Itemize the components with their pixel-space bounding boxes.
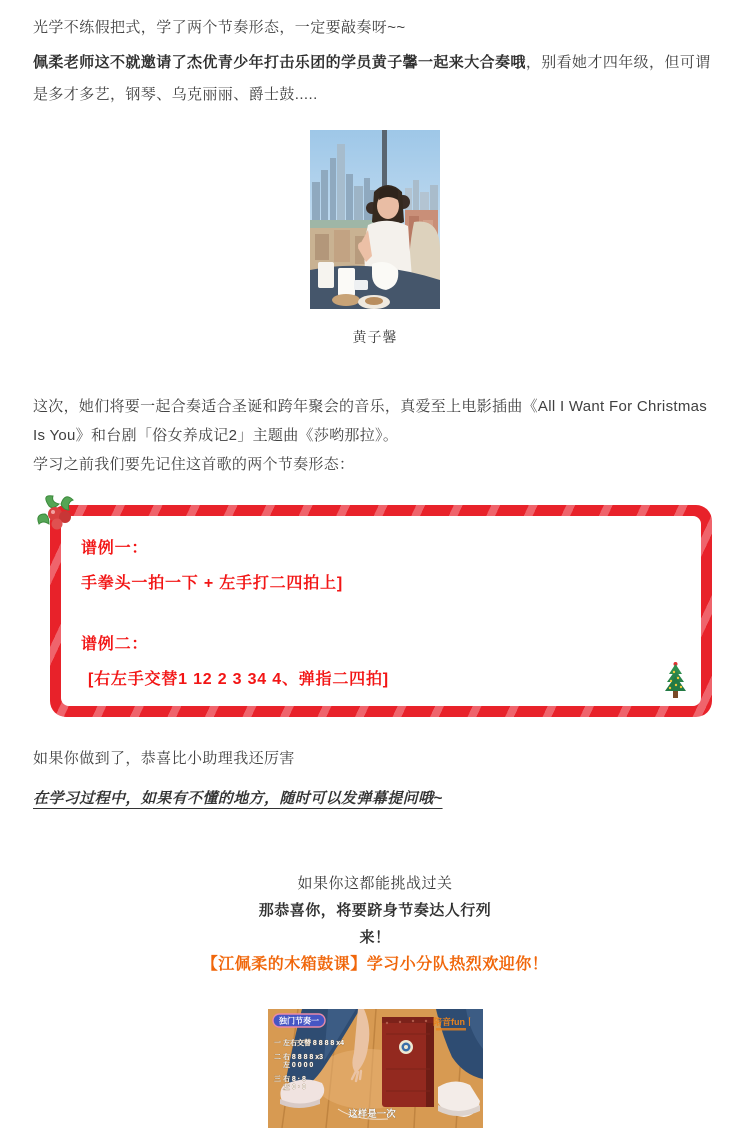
paragraph-invite-rest: ，别看她才四年级，但可谓是多才多艺，钢琴、乌克丽丽、爵士鼓..... [33,54,711,103]
video-caption: 这样是一次 [347,1109,396,1120]
paragraph-remember: 学习之前我们要先记住这首歌的两个节奏形态： [33,456,355,473]
student-photo[interactable] [310,130,440,309]
paragraph-congrats: 如果你做到了，恭喜比小助理我还厉害 [33,750,295,767]
video-figure [33,1009,717,1133]
center-line-course: 【江佩柔的木箱鼓课】学习小分队热烈欢迎你！ [201,956,549,973]
score-title-2: 谱例二： [81,636,149,653]
center-call-block [33,870,717,978]
paragraph-songs: 这次，她们将要一起合奏适合圣诞和跨年聚会的音乐，真爱至上电影插曲《All I Want For Christmas Is You》和台剧「俗女养成记2」主题曲《莎哟那拉》。 [33,398,708,444]
christmas-tree-icon [663,661,688,701]
paragraph-invite-bold: 佩柔老师这不就邀请了杰优青少年打击乐团的学员黄子馨一起来大合奏哦 [33,54,526,71]
notation-line-2: 二 右 8 8 8 8 x3 [273,1054,323,1061]
notation-line-1: 一 左右交替 8 8 8 8 x4 [273,1040,344,1047]
score-example-inner [61,516,701,706]
score-example-box [50,505,712,717]
student-photo-figure [33,130,717,347]
lesson-badge [273,1014,325,1027]
cajon-video-illustration [268,1009,483,1128]
cajon-video-thumbnail[interactable] [268,1009,483,1128]
student-photo-illustration [310,130,440,309]
lesson-badge-label: 独门节奏一 [278,1016,319,1026]
cajon-drum [382,1017,434,1107]
watermark-subline [436,1028,466,1031]
score-body-1: 手拳头一拍一下 + 左手打二四拍上] [81,575,343,592]
notation-line-5: 左 0 · 0 [273,1084,306,1091]
paragraph-invite [33,47,717,111]
channel-watermark: 陪音fun丨 [432,1017,474,1027]
center-line-3: 来！ [359,929,391,946]
paragraph-intro: 光学不练假把式，学了两个节奏形态，一定要敲奏呀~~ [33,19,406,36]
photo-caption: 黄子馨 [352,329,398,345]
center-line-2: 那恭喜你，将要跻身节奏达人行列 [258,902,492,919]
paragraph-danmu-tip: 在学习过程中，如果有不懂的地方，随时可以发弹幕提问哦~ [33,790,443,807]
center-line-1: 如果你这都能挑战过关 [297,875,453,892]
notation-line-4: 三 右 8 · 8 [273,1076,306,1083]
holly-icon [35,492,83,536]
notation-line-3: 左 0 0 0 0 [273,1062,313,1069]
score-title-1: 谱例一： [81,540,149,557]
score-body-2: [右左手交替1 12 2 3 34 4、弹指二四拍] [88,671,389,688]
